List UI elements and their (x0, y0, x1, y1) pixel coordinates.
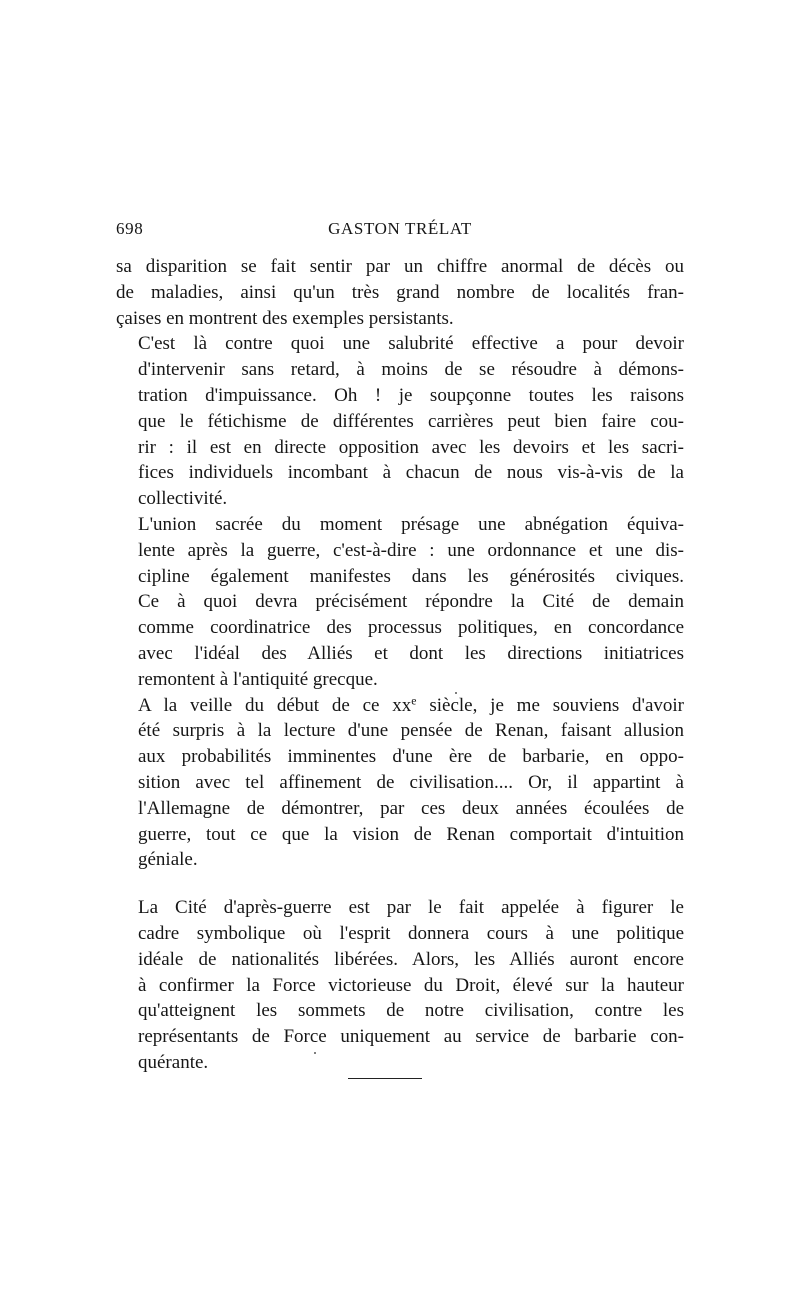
text-line: cipline également manifestes dans les générosités civiques. (138, 565, 684, 587)
text-line: comme coordinatrice des processus politiques, en concordance (138, 617, 684, 639)
text-line: quérante. (138, 1051, 209, 1073)
paragraph-4 (116, 693, 684, 874)
end-rule (348, 1078, 422, 1079)
page-header (116, 219, 684, 241)
text-line: lente après la guerre, c'est-à-dire : une ordonnance et une dis- (138, 539, 684, 561)
text-line: sition avec tel affinement de civilisation.... Or, il appartint à (138, 771, 684, 793)
text-line: que le fétichisme de différentes carrières peut bien faire cou- (138, 410, 684, 432)
century-superscript: e (411, 694, 417, 708)
text-line: guerre, tout ce que la vision de Renan comportait d'intuition (138, 823, 684, 845)
ink-speck (314, 1052, 316, 1054)
text-line: d'intervenir sans retard, à moins de se résoudre à démons- (138, 359, 684, 381)
text-line-with-superscript (116, 693, 684, 719)
text-line: rir : il est en directe opposition avec les devoirs et les sacri- (138, 436, 684, 458)
text-line: sa disparition se fait sentir par un chiffre anormal de décès ou (116, 256, 684, 277)
text-line: çaises en montrent des exemples persistants. (116, 307, 454, 329)
text-line: C'est là contre quoi une salubrité effective a pour devoir (138, 333, 684, 355)
text-line: fices individuels incombant à chacun de nous vis-à-vis de la (138, 462, 684, 484)
text-line: été surpris à la lecture d'une pensée de Renan, faisant allusion (138, 720, 684, 742)
text-line: aux probabilités imminentes d'une ère de barbarie, en oppo- (138, 746, 684, 768)
paragraph-1 (116, 254, 684, 331)
text-line: cadre symbolique où l'esprit donnera cours à une politique (138, 922, 684, 944)
text-line: remontent à l'antiquité grecque. (138, 668, 378, 690)
paragraph-5 (116, 895, 684, 1076)
text-line: représentants de Force uniquement au service de barbarie con- (138, 1026, 684, 1048)
text-line: Ce à quoi devra précisément répondre la Cité de demain (138, 591, 684, 613)
ink-speck (455, 692, 457, 694)
page-number: 698 (116, 219, 144, 238)
text-line: avec l'idéal des Alliés et dont les directions initiatrices (138, 642, 684, 664)
running-head: GASTON TRÉLAT (328, 219, 472, 238)
body-text (116, 254, 684, 1076)
text-line: de maladies, ainsi qu'un très grand nombre de localités fran- (116, 281, 684, 303)
text-line: collectivité. (138, 488, 228, 510)
text-line: à confirmer la Force victorieuse du Droit, élevé sur la hauteur (138, 974, 684, 996)
text-line: tration d'impuissance. Oh ! je soupçonne toutes les raisons (138, 384, 684, 406)
text-line: qu'atteignent les sommets de notre civilisation, contre les (138, 1000, 684, 1022)
paragraph-3 (116, 512, 684, 693)
paragraph-2 (116, 331, 684, 512)
century-text-before: A la veille du début de ce xx (138, 694, 412, 716)
text-line: La Cité d'après-guerre est par le fait appelée à figurer le (138, 897, 684, 919)
text-line: L'union sacrée du moment présage une abnégation équiva- (138, 513, 684, 535)
century-text-after: siècle, je me souviens d'avoir (416, 694, 684, 716)
text-line: idéale de nationalités libérées. Alors, les Alliés auront encore (138, 948, 684, 970)
text-line: géniale. (138, 849, 198, 871)
text-line: l'Allemagne de démontrer, par ces deux années écoulées de (138, 797, 684, 819)
